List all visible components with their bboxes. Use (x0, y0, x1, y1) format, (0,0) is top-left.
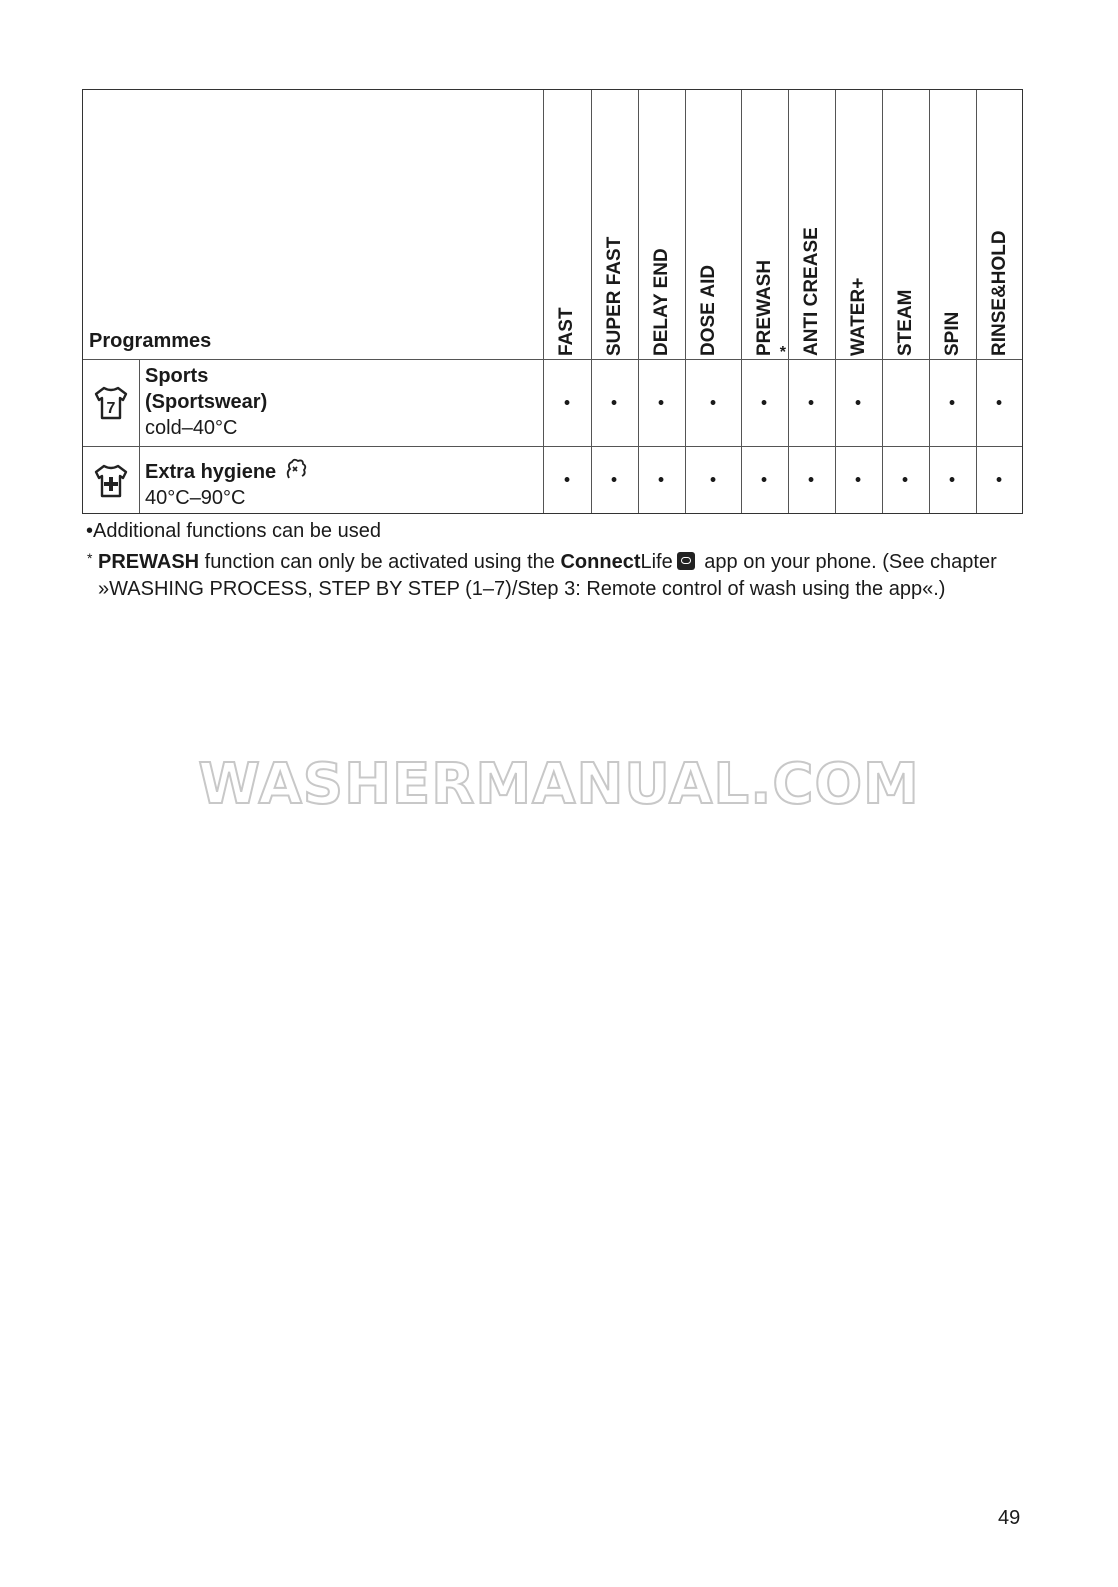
footnotes (82, 518, 1022, 603)
function-available-mark: • (657, 469, 665, 490)
column-header-spin: SPIN (941, 311, 963, 356)
watermark: WASHERMANUAL.COM (198, 752, 920, 817)
note-additional-functions: •Additional functions can be used (86, 520, 381, 542)
function-available-mark: • (760, 392, 768, 413)
column-header-steam: STEAM (894, 289, 916, 356)
programme-name: Sports (145, 365, 209, 387)
function-available-mark: • (854, 469, 862, 490)
function-available-mark: • (657, 392, 665, 413)
function-available-mark: • (948, 392, 956, 413)
row-divider (83, 446, 1022, 447)
column-header-prewash: PREWASH * (753, 259, 786, 361)
programmes-header: Programmes (89, 330, 212, 352)
column-header-anti-crease: ANTI CREASE (800, 227, 822, 356)
column-header-fast: FAST (555, 307, 577, 356)
table-row-sports (145, 363, 267, 441)
connectlife-app-icon (677, 552, 695, 570)
function-available-mark: • (610, 469, 618, 490)
svg-text:7: 7 (106, 400, 116, 417)
function-available-mark: • (709, 392, 717, 413)
programme-name: Extra hygiene (145, 461, 277, 483)
column-header-water-plus: WATER+ (847, 277, 869, 356)
function-available-mark: • (563, 469, 571, 490)
column-header-delay-end: DELAY END (650, 248, 672, 356)
prewash-footnote-marker: * (779, 344, 786, 361)
function-available-mark: • (854, 392, 862, 413)
function-available-mark: • (610, 392, 618, 413)
table-row-sports-icon-cell (83, 360, 139, 446)
programme-temperature: 40°C–90°C (145, 487, 246, 509)
function-available-mark: • (807, 392, 815, 413)
function-available-mark: • (807, 469, 815, 490)
programme-temperature: cold–40°C (145, 417, 238, 439)
column-header-dose-aid: DOSE AID (697, 264, 719, 356)
function-available-mark: • (995, 392, 1003, 413)
table-row-hygiene-icon-cell (83, 447, 139, 515)
note-prewash: * PREWASH function can only be activated using the ConnectLife app on your phone. (See chapter »WASHING PROCESS, STEP BY STEP (1–7)/Step 3: Remote control of wash using the app«.) (82, 549, 1022, 603)
function-available-mark: • (760, 469, 768, 490)
function-available-mark: • (709, 469, 717, 490)
function-available-mark: • (948, 469, 956, 490)
function-available-mark: • (901, 469, 909, 490)
function-available-mark: • (563, 392, 571, 413)
footnote-asterisk: * (87, 550, 93, 566)
table-row-extra-hygiene (145, 458, 308, 511)
steam-allergy-icon (284, 458, 308, 480)
programme-functions-table (82, 89, 1023, 514)
column-header-super-fast: SUPER FAST (603, 236, 625, 356)
function-available-mark: • (995, 469, 1003, 490)
programme-subname: (Sportswear) (145, 391, 268, 413)
page-number: 49 (998, 1507, 1021, 1529)
column-header-rinse-hold: RINSE&HOLD (988, 230, 1010, 356)
hygiene-shirt-icon (92, 463, 130, 499)
icon-column-divider (139, 360, 140, 513)
sports-shirt-icon (92, 385, 130, 421)
